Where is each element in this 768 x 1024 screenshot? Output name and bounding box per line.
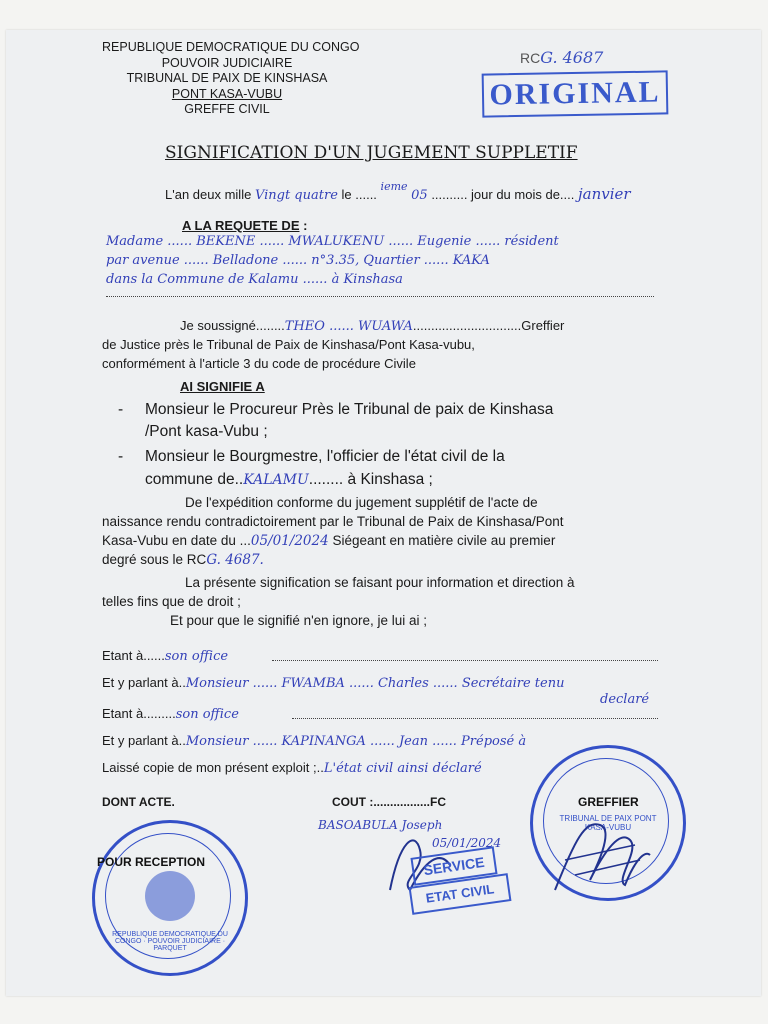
rc-value: G. 4687 <box>540 48 604 67</box>
seal-emblem <box>145 871 195 921</box>
date-line <box>165 180 631 203</box>
etant-2-label: Etant à <box>102 706 144 721</box>
parlant-line-2: Et y parlant à..Monsieur ...... KAPINANGA ...... Jean ...... Préposé à <box>102 733 527 749</box>
date-month: janvier <box>578 185 631 203</box>
soussigne-line-3: conformément à l'article 3 du code de procédure Civile <box>102 356 416 371</box>
cout-unit: FC <box>430 795 447 809</box>
signifie-heading: AI SIGNIFIE A <box>180 379 265 394</box>
date-le: le ...... <box>341 187 377 202</box>
copie-label: Laissé copie de mon présent exploit ; <box>102 760 317 775</box>
soussigne-line-2: de Justice près le Tribunal de Paix de Kinshasa/Pont Kasa-vubu, <box>102 337 475 352</box>
copie-value: L'état civil ainsi déclaré <box>323 761 482 776</box>
soussigne-prefix: Je soussigné <box>180 318 256 333</box>
etant-2-value: son office <box>175 707 239 722</box>
greffier-label: GREFFIER <box>578 795 639 809</box>
recipient-procureur: Monsieur le Procureur Près le Tribunal de paix de Kinshasa <box>145 401 554 418</box>
requete-heading <box>182 218 307 233</box>
original-stamp: ORIGINAL <box>482 70 669 117</box>
greffier-name: THEO ...... WUAWA <box>284 319 413 334</box>
header-country: REPUBLIQUE DEMOCRATIQUE DU CONGO <box>102 40 360 54</box>
commune-suffix: ........ à Kinshasa ; <box>308 471 433 488</box>
header-registry: GREFFE CIVIL <box>184 102 270 116</box>
rc-number <box>520 48 603 67</box>
presente-line-3: Et pour que le signifié n'en ignore, je lui ai ; <box>170 613 427 628</box>
date-day-ordinal: ieme <box>380 180 408 193</box>
bullet-2: - <box>118 448 124 465</box>
commune-name: KALAMU <box>243 472 309 488</box>
etant-line-2: Etant à.........son office <box>102 706 658 722</box>
greffier-seal-text: TRIBUNAL DE PAIX PONT KASA-VUBU <box>559 814 657 832</box>
expedition-line-4 <box>102 552 264 568</box>
etant-1-label: Etant à <box>102 648 144 663</box>
expedition-rc-prefix: degré sous le RC <box>102 552 207 567</box>
reception-date: 05/01/2024 <box>432 836 502 850</box>
reception-name: BASOABULA Joseph <box>318 818 443 832</box>
presente-line-2: telles fins que de droit ; <box>102 594 241 609</box>
cout-line <box>332 795 446 809</box>
parlant-2-value: Monsieur ...... KAPINANGA ...... Jean ...... Préposé à <box>185 734 527 749</box>
recipient-bourgmestre: Monsieur le Bourgmestre, l'officier de l'état civil de la <box>145 448 505 465</box>
requete-line-3: dans la Commune de Kalamu ...... à Kinshasa <box>106 272 403 287</box>
reception-seal <box>92 820 248 976</box>
document-title: SIGNIFICATION D'UN JUGEMENT SUPPLETIF <box>165 143 578 163</box>
soussigne-suffix: Greffier <box>521 318 565 333</box>
greffier-signature <box>545 800 655 900</box>
etat-civil-stamp: ETAT CIVIL <box>409 873 512 915</box>
date-mid: .......... jour du mois de.... <box>431 187 575 202</box>
pour-reception-label: POUR RECEPTION <box>97 855 206 869</box>
rc-label: RC <box>520 50 541 66</box>
etant-line-1: Etant à......son office <box>102 648 658 664</box>
parlant-line-1: Et y parlant à..Monsieur ...... FWAMBA ...... Charles ...... Secrétaire tenu <box>102 675 565 691</box>
presente-line-1: La présente signification se faisant pour information et direction à <box>185 575 575 590</box>
parlant-1-value: Monsieur ...... FWAMBA ...... Charles ...... Secrétaire tenu <box>185 676 565 691</box>
cout-dots: ................. <box>373 795 431 809</box>
header-tribunal: TRIBUNAL DE PAIX DE KINSHASA <box>126 71 328 85</box>
dont-acte: DONT ACTE. <box>102 795 175 809</box>
cout-label: COUT : <box>332 795 374 809</box>
parlant-1-extra: declaré <box>600 692 650 707</box>
commune-prefix: commune de.. <box>145 471 244 488</box>
parlant-2-label: Et y parlant à <box>102 733 179 748</box>
dotted-line <box>106 296 654 297</box>
expedition-date-prefix: Kasa-Vubu en date du <box>102 533 236 548</box>
soussigne-line: Je soussigné........THEO ...... WUAWA..............................Greffier <box>180 318 565 334</box>
reception-seal-text: REPUBLIQUE DEMOCRATIQUE DU CONGO · POUVOIR JUDICIAIRE · PARQUET <box>112 931 228 952</box>
requete-line-2: par avenue ...... Belladone ...... n°3.35, Quartier ...... KAKA <box>106 253 490 268</box>
requete-line-1: Madame ...... BEKENE ...... MWALUKENU ...... Eugenie ...... résident <box>106 234 559 249</box>
judgment-date: 05/01/2024 <box>250 533 329 549</box>
header-location: PONT KASA-VUBU <box>171 86 283 101</box>
recipient-commune <box>145 471 433 489</box>
expedition-date-suffix: Siégeant en matière civile au premier <box>332 533 556 548</box>
expedition-line-3: Kasa-Vubu en date du ...05/01/2024 Siégeant en matière civile au premier <box>102 533 556 549</box>
bullet-1: - <box>118 401 124 418</box>
expedition-line-2: naissance rendu contradictoirement par le Tribunal de Paix de Kinshasa/Pont <box>102 514 564 529</box>
etant-1-value: son office <box>164 649 229 664</box>
requete-colon: : <box>299 218 308 233</box>
recipient-procureur-2: /Pont kasa-Vubu ; <box>145 423 268 440</box>
copie-line: Laissé copie de mon présent exploit ;..L'état civil ainsi déclaré <box>102 760 482 776</box>
requete-label: A LA REQUETE DE <box>182 218 300 233</box>
date-year: Vingt quatre <box>254 188 338 203</box>
court-header <box>102 40 360 118</box>
date-day: 05 <box>411 188 428 203</box>
expedition-rc: G. 4687. <box>206 552 264 568</box>
parlant-1-label: Et y parlant à <box>102 675 179 690</box>
header-power: POUVOIR JUDICIAIRE <box>161 55 293 70</box>
date-prefix: L'an deux mille <box>165 187 252 202</box>
service-stamp: SERVICE <box>410 846 497 885</box>
expedition-line-1: De l'expédition conforme du jugement supplétif de l'acte de <box>185 495 538 510</box>
